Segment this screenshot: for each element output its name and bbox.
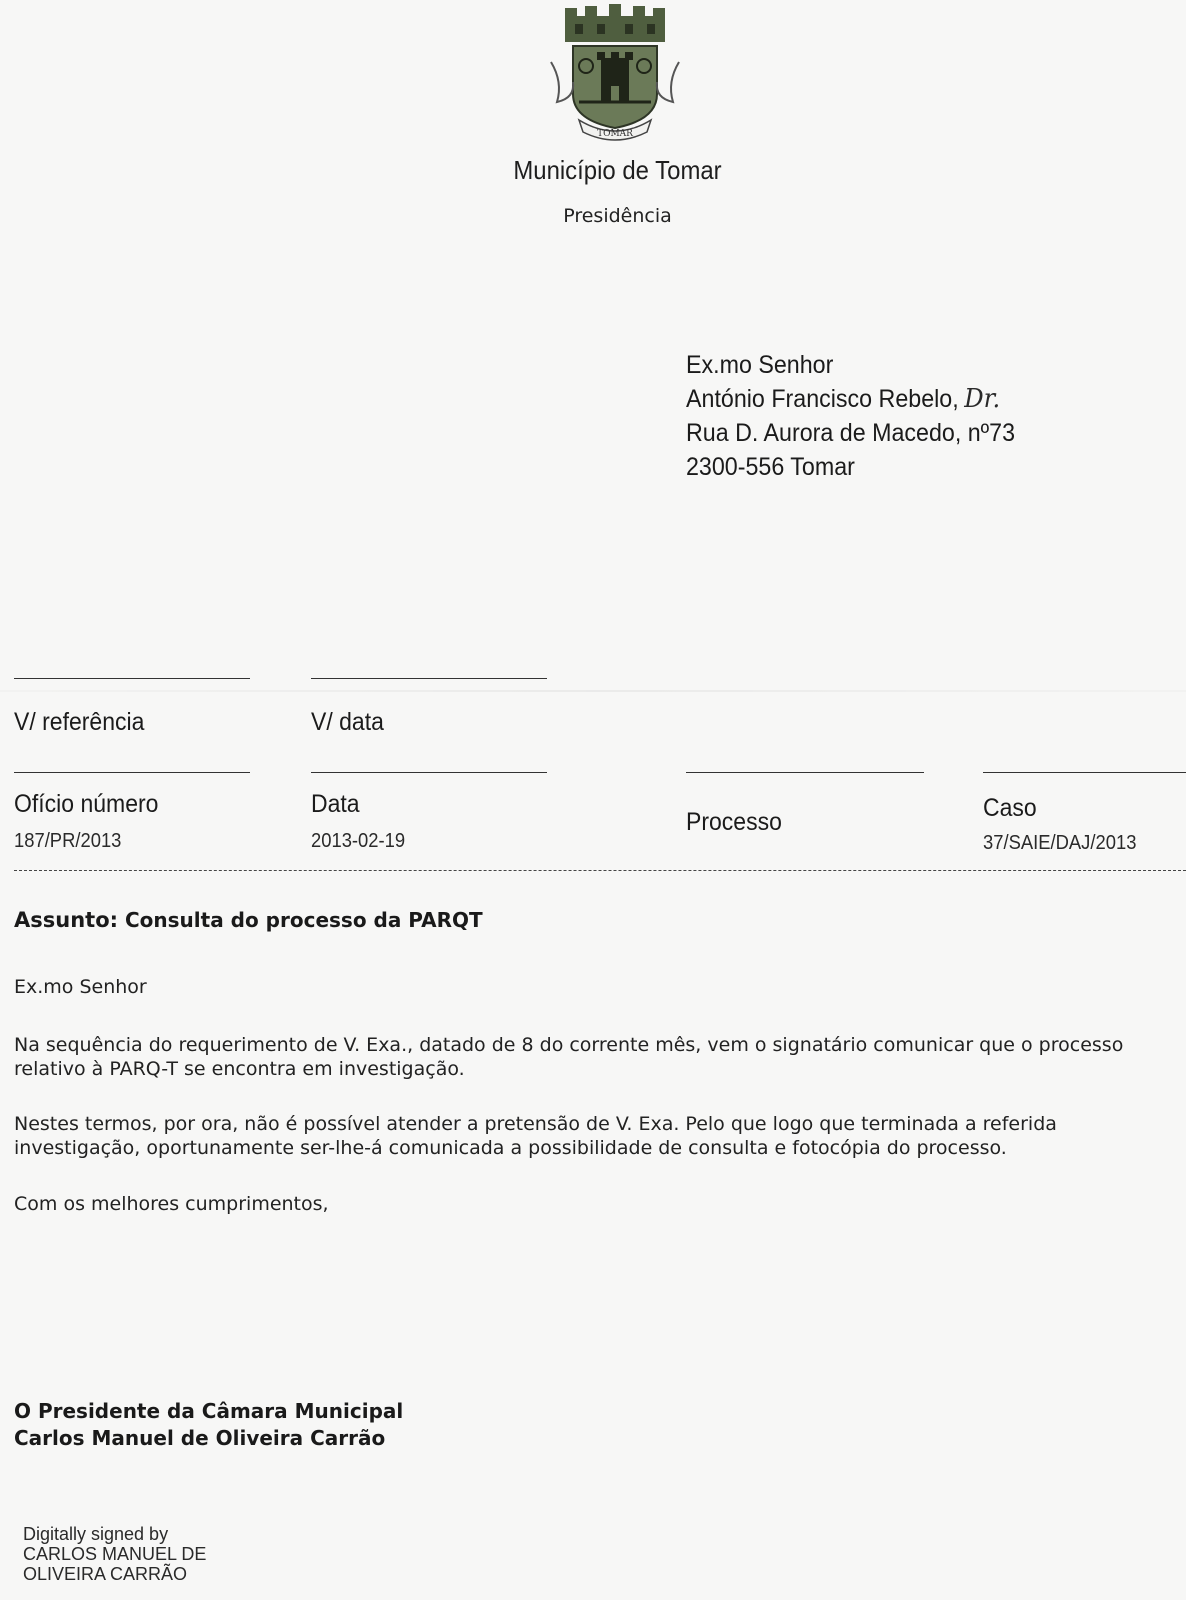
letter-greeting: Ex.mo Senhor <box>14 976 147 998</box>
divider-line <box>311 772 547 773</box>
subject-line <box>14 908 483 932</box>
dashed-divider <box>14 870 1186 871</box>
caso-value: 37/SAIE/DAJ/2013 <box>983 832 1137 854</box>
paper-fold <box>0 690 1186 692</box>
subject-text: Consulta do processo da PARQT <box>124 908 483 932</box>
divider-line <box>14 678 250 679</box>
letter-closing: Com os melhores cumprimentos, <box>14 1193 329 1215</box>
recipient-street: Rua D. Aurora de Macedo, nº73 <box>686 419 1016 447</box>
crest-text: TOMAR <box>597 129 633 139</box>
divider-line <box>311 678 547 679</box>
municipal-crest-icon <box>545 2 685 142</box>
digital-signature <box>23 1524 206 1584</box>
signatory-role: O Presidente da Câmara Municipal <box>14 1399 404 1423</box>
department-name: Presidência <box>563 205 672 227</box>
digital-signature-line-2: CARLOS MANUEL DE <box>23 1544 207 1564</box>
v-data-label: V/ data <box>311 708 384 736</box>
recipient-address <box>686 348 1040 484</box>
oficio-value: 187/PR/2013 <box>14 830 122 852</box>
recipient-salutation: Ex.mo Senhor <box>686 351 834 379</box>
recipient-name-line <box>686 382 1015 416</box>
letter-paragraph-1: Na sequência do requerimento de V. Exa., datado de 8 do corrente mês, vem o signatário comunicar que o processo relativo à PARQ-T se encontra em investigação. <box>14 1034 1124 1080</box>
recipient-postal: 2300-556 Tomar <box>686 453 855 481</box>
divider-line <box>983 772 1186 773</box>
data-value: 2013-02-19 <box>311 830 406 852</box>
handwritten-title: Dr. <box>964 384 1001 414</box>
data-label: Data <box>311 790 360 818</box>
divider-line <box>14 772 250 773</box>
caso-label: Caso <box>983 794 1037 822</box>
recipient-name: António Francisco Rebelo, <box>686 385 959 413</box>
signatory-name: Carlos Manuel de Oliveira Carrão <box>14 1426 386 1450</box>
digital-signature-line-1: Digitally signed by <box>23 1524 169 1544</box>
municipality-name: Município de Tomar <box>513 155 722 185</box>
letter-paragraph-2: Nestes termos, por ora, não é possível atender a pretensão de V. Exa. Pelo que logo que terminada a referida investigação, oportunamente ser-lhe-á comunicada a possibilidade de consulta e fotocópia do processo. <box>14 1113 1057 1159</box>
digital-signature-line-3: OLIVEIRA CARRÃO <box>23 1564 188 1584</box>
processo-label: Processo <box>686 808 782 836</box>
signature-block <box>14 1398 403 1452</box>
oficio-label: Ofício número <box>14 790 159 818</box>
subject-label: Assunto: <box>14 908 119 932</box>
divider-line <box>686 772 924 773</box>
v-referencia-label: V/ referência <box>14 708 145 736</box>
